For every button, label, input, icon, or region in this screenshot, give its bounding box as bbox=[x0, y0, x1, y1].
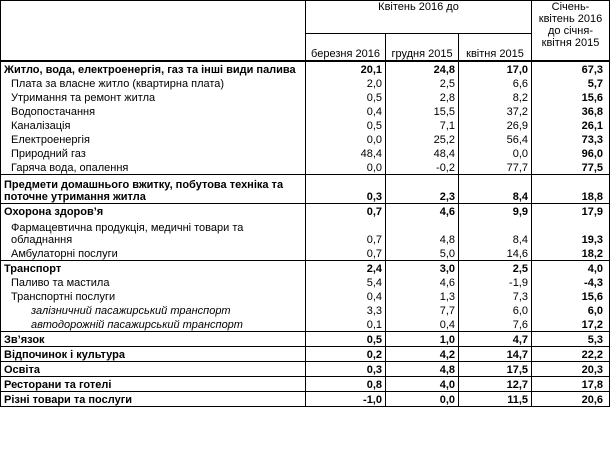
value-cell-2: -0,2 bbox=[386, 160, 459, 175]
value-cell-4: 17,9 bbox=[532, 204, 610, 219]
row-label: Освіта bbox=[1, 362, 306, 377]
value-cell-1: 0,2 bbox=[306, 347, 386, 362]
value-cell-3: 11,5 bbox=[459, 392, 532, 407]
table-row bbox=[1, 61, 610, 76]
value-cell-1: 0,5 bbox=[306, 332, 386, 347]
header-blank-cell bbox=[1, 1, 306, 62]
value-cell-3: 14,6 bbox=[459, 246, 532, 261]
header-col-march: березня 2016 bbox=[306, 34, 386, 62]
table-row bbox=[1, 160, 610, 175]
row-label: Зв’язок bbox=[1, 332, 306, 347]
row-label: Транспорт bbox=[1, 261, 306, 276]
value-cell-4: 20,6 bbox=[532, 392, 610, 407]
value-cell-1: 0,4 bbox=[306, 104, 386, 118]
value-cell-2: 4,0 bbox=[386, 377, 459, 392]
value-cell-4: 18,2 bbox=[532, 246, 610, 261]
table-row bbox=[1, 317, 610, 332]
value-cell-4: 17,8 bbox=[532, 377, 610, 392]
value-cell-1: 20,1 bbox=[306, 61, 386, 76]
value-cell-2: 1,0 bbox=[386, 332, 459, 347]
value-cell-4: 73,3 bbox=[532, 132, 610, 146]
value-cell-4: 67,3 bbox=[532, 61, 610, 76]
value-cell-1: 2,4 bbox=[306, 261, 386, 276]
value-cell-4: 15,6 bbox=[532, 289, 610, 303]
value-cell-2: 4,8 bbox=[386, 362, 459, 377]
value-cell-3: 17,0 bbox=[459, 61, 532, 76]
value-cell-2: 15,5 bbox=[386, 104, 459, 118]
row-label: Природний газ bbox=[1, 146, 306, 160]
value-cell-2: 24,8 bbox=[386, 61, 459, 76]
value-cell-3: 7,6 bbox=[459, 317, 532, 332]
table-row bbox=[1, 347, 610, 362]
value-cell-1: 0,3 bbox=[306, 175, 386, 204]
value-cell-3: 6,6 bbox=[459, 76, 532, 90]
table-row bbox=[1, 146, 610, 160]
value-cell-4: 26,1 bbox=[532, 118, 610, 132]
value-cell-3: 0,0 bbox=[459, 146, 532, 160]
value-cell-2: 0,0 bbox=[386, 392, 459, 407]
value-cell-1: 5,4 bbox=[306, 275, 386, 289]
value-cell-4: 5,3 bbox=[532, 332, 610, 347]
row-label: залізничний пасажирський транспорт bbox=[1, 303, 306, 317]
row-label: Амбулаторні послуги bbox=[1, 246, 306, 261]
value-cell-1: 0,7 bbox=[306, 218, 386, 246]
value-cell-1: 2,0 bbox=[306, 76, 386, 90]
table-row bbox=[1, 118, 610, 132]
table-row bbox=[1, 362, 610, 377]
value-cell-1: 0,1 bbox=[306, 317, 386, 332]
value-cell-3: -1,9 bbox=[459, 275, 532, 289]
value-cell-3: 14,7 bbox=[459, 347, 532, 362]
header-col-december: грудня 2015 bbox=[386, 34, 459, 62]
value-cell-1: 0,3 bbox=[306, 362, 386, 377]
table-row bbox=[1, 392, 610, 407]
value-cell-2: 7,7 bbox=[386, 303, 459, 317]
row-label: Плата за власне житло (квартирна плата) bbox=[1, 76, 306, 90]
row-label: Предмети домашнього вжитку, побутова техніка та поточне утримання житла bbox=[1, 175, 306, 204]
value-cell-4: 17,2 bbox=[532, 317, 610, 332]
value-cell-3: 56,4 bbox=[459, 132, 532, 146]
table-row bbox=[1, 303, 610, 317]
value-cell-1: 0,5 bbox=[306, 90, 386, 104]
value-cell-2: 3,0 bbox=[386, 261, 459, 276]
value-cell-4: 77,5 bbox=[532, 160, 610, 175]
value-cell-3: 7,3 bbox=[459, 289, 532, 303]
value-cell-3: 8,4 bbox=[459, 175, 532, 204]
table-row bbox=[1, 76, 610, 90]
row-label: Відпочинок і культура bbox=[1, 347, 306, 362]
value-cell-3: 12,7 bbox=[459, 377, 532, 392]
table-row bbox=[1, 246, 610, 261]
row-label: Транспортні послуги bbox=[1, 289, 306, 303]
value-cell-3: 8,4 bbox=[459, 218, 532, 246]
value-cell-4: 20,3 bbox=[532, 362, 610, 377]
table-row bbox=[1, 377, 610, 392]
value-cell-4: 4,0 bbox=[532, 261, 610, 276]
row-label: Охорона здоров’я bbox=[1, 204, 306, 219]
value-cell-4: 22,2 bbox=[532, 347, 610, 362]
value-cell-2: 5,0 bbox=[386, 246, 459, 261]
value-cell-1: 0,7 bbox=[306, 204, 386, 219]
table-header bbox=[1, 1, 610, 62]
table-row bbox=[1, 175, 610, 204]
value-cell-2: 2,5 bbox=[386, 76, 459, 90]
row-label: Паливо та мастила bbox=[1, 275, 306, 289]
value-cell-4: -4,3 bbox=[532, 275, 610, 289]
table-row bbox=[1, 90, 610, 104]
row-label: Каналізація bbox=[1, 118, 306, 132]
table-row bbox=[1, 104, 610, 118]
value-cell-2: 48,4 bbox=[386, 146, 459, 160]
row-label: Житло, вода, електроенергія, газ та інші види палива bbox=[1, 61, 306, 76]
header-ytd-label: Січень-квітень 2016 до січня-квітня 2015 bbox=[532, 1, 610, 62]
value-cell-1: 0,4 bbox=[306, 289, 386, 303]
table-row bbox=[1, 332, 610, 347]
value-cell-3: 4,7 bbox=[459, 332, 532, 347]
table-row bbox=[1, 132, 610, 146]
row-label: Електроенергія bbox=[1, 132, 306, 146]
header-group-label: Квітень 2016 до bbox=[306, 1, 532, 34]
value-cell-2: 2,8 bbox=[386, 90, 459, 104]
row-label: Гаряча вода, опалення bbox=[1, 160, 306, 175]
value-cell-4: 5,7 bbox=[532, 76, 610, 90]
value-cell-4: 6,0 bbox=[532, 303, 610, 317]
value-cell-2: 2,3 bbox=[386, 175, 459, 204]
value-cell-2: 4,2 bbox=[386, 347, 459, 362]
value-cell-1: 0,5 bbox=[306, 118, 386, 132]
table-row bbox=[1, 204, 610, 219]
row-label: Фармацевтична продукція, медичні товари та обладнання bbox=[1, 218, 306, 246]
value-cell-1: 3,3 bbox=[306, 303, 386, 317]
row-label: Ресторани та готелі bbox=[1, 377, 306, 392]
value-cell-1: 0,0 bbox=[306, 160, 386, 175]
table-body bbox=[1, 61, 610, 407]
value-cell-3: 77,7 bbox=[459, 160, 532, 175]
value-cell-1: -1,0 bbox=[306, 392, 386, 407]
row-label: Утримання та ремонт житла bbox=[1, 90, 306, 104]
value-cell-2: 7,1 bbox=[386, 118, 459, 132]
value-cell-3: 37,2 bbox=[459, 104, 532, 118]
value-cell-1: 0,0 bbox=[306, 132, 386, 146]
value-cell-2: 25,2 bbox=[386, 132, 459, 146]
table-row bbox=[1, 289, 610, 303]
value-cell-3: 6,0 bbox=[459, 303, 532, 317]
value-cell-1: 0,8 bbox=[306, 377, 386, 392]
value-cell-4: 19,3 bbox=[532, 218, 610, 246]
row-label: Різні товари та послуги bbox=[1, 392, 306, 407]
value-cell-4: 96,0 bbox=[532, 146, 610, 160]
value-cell-4: 15,6 bbox=[532, 90, 610, 104]
table-row bbox=[1, 275, 610, 289]
value-cell-3: 26,9 bbox=[459, 118, 532, 132]
value-cell-2: 4,8 bbox=[386, 218, 459, 246]
value-cell-2: 4,6 bbox=[386, 275, 459, 289]
value-cell-2: 1,3 bbox=[386, 289, 459, 303]
value-cell-3: 2,5 bbox=[459, 261, 532, 276]
table-row bbox=[1, 218, 610, 246]
table-row bbox=[1, 261, 610, 276]
header-col-april: квітня 2015 bbox=[459, 34, 532, 62]
value-cell-4: 36,8 bbox=[532, 104, 610, 118]
value-cell-1: 0,7 bbox=[306, 246, 386, 261]
value-cell-4: 18,8 bbox=[532, 175, 610, 204]
value-cell-3: 8,2 bbox=[459, 90, 532, 104]
row-label: Водопостачання bbox=[1, 104, 306, 118]
value-cell-2: 0,4 bbox=[386, 317, 459, 332]
value-cell-3: 17,5 bbox=[459, 362, 532, 377]
value-cell-1: 48,4 bbox=[306, 146, 386, 160]
value-cell-3: 9,9 bbox=[459, 204, 532, 219]
value-cell-2: 4,6 bbox=[386, 204, 459, 219]
row-label: автодорожній пасажирський транспорт bbox=[1, 317, 306, 332]
